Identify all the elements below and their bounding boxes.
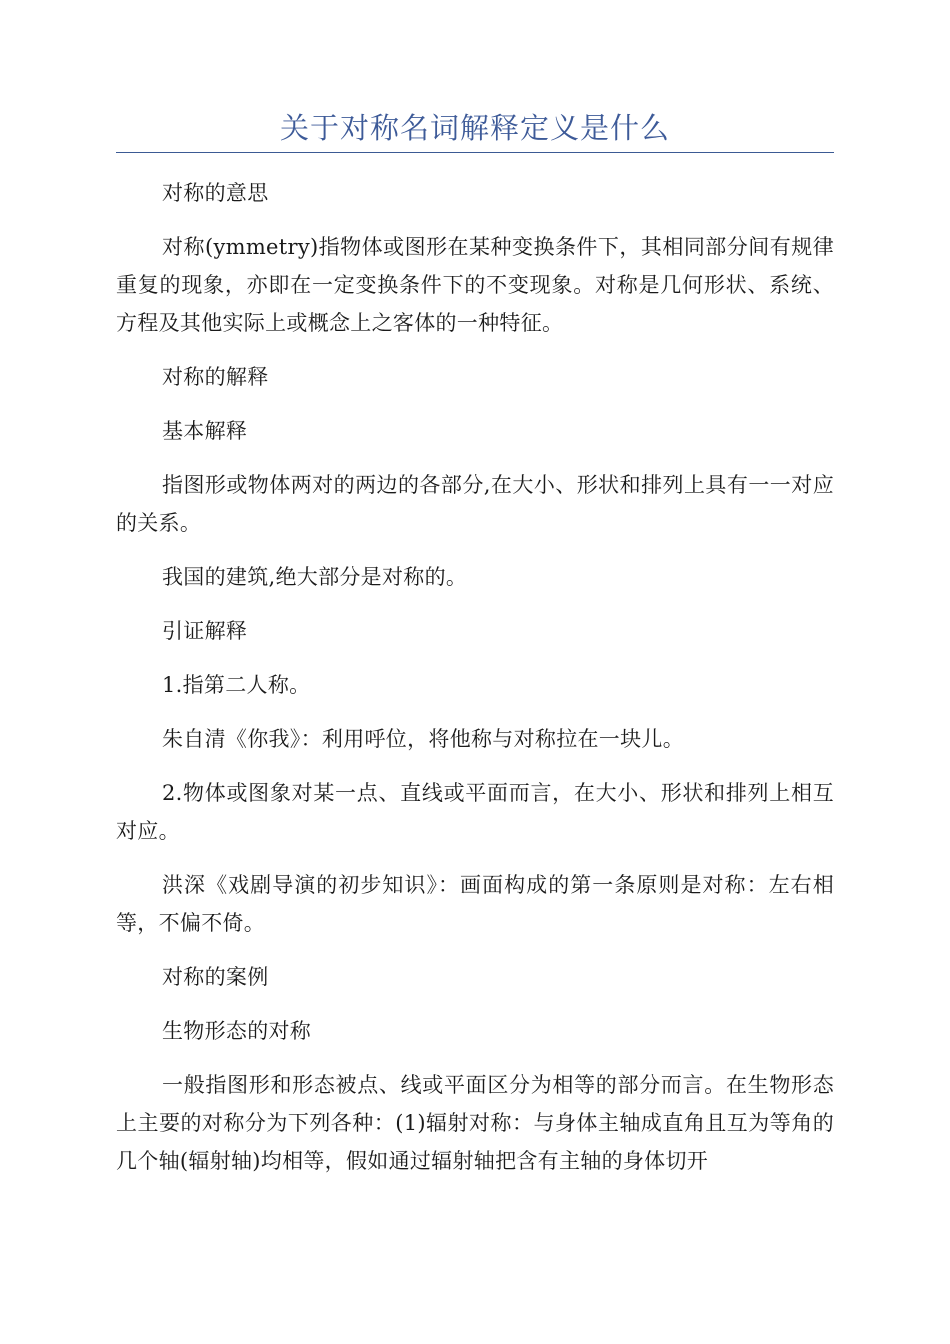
title-block bbox=[116, 108, 834, 153]
paragraph-example-architecture: 我国的建筑,绝大部分是对称的。 bbox=[162, 565, 468, 589]
paragraph-biology: 一般指图形和形态被点、线或平面区分为相等的部分而言。在生物形态上主要的对称分为下列各种：(1)辐射对称：与身体主轴成直角且互为等角的几个轴(辐射轴)均相等，假如通过辐射轴把含有主轴的身体切开 bbox=[116, 1073, 834, 1173]
section-heading-cases: 对称的案例 bbox=[162, 965, 269, 989]
paragraph-basic-explanation: 指图形或物体两对的两边的各部分,在大小、形状和排列上具有一一对应的关系。 bbox=[116, 473, 834, 535]
subheading-basic: 基本解释 bbox=[162, 419, 248, 443]
list-item-1: 1.指第二人称。 bbox=[162, 673, 311, 697]
page-title: 关于对称名词解释定义是什么 bbox=[279, 111, 670, 145]
subheading-cited: 引证解释 bbox=[162, 619, 248, 643]
quote-hong-shen: 洪深《戏剧导演的初步知识》：画面构成的第一条原则是对称：左右相等，不偏不倚。 bbox=[116, 873, 834, 935]
section-heading-meaning: 对称的意思 bbox=[162, 181, 269, 205]
document-body bbox=[116, 174, 834, 1196]
list-item-2: 2.物体或图象对某一点、直线或平面而言，在大小、形状和排列上相互对应。 bbox=[116, 781, 834, 843]
paragraph-definition: 对称(ymmetry)指物体或图形在某种变换条件下，其相同部分间有规律重复的现象，亦即在一定变换条件下的不变现象。对称是几何形状、系统、方程及其他实际上或概念上之客体的一种特征。 bbox=[116, 235, 834, 335]
quote-zhu-ziqing: 朱自清《你我》：利用呼位，将他称与对称拉在一块儿。 bbox=[162, 727, 684, 751]
section-heading-explanation: 对称的解释 bbox=[162, 365, 269, 389]
subheading-biology: 生物形态的对称 bbox=[162, 1019, 312, 1043]
